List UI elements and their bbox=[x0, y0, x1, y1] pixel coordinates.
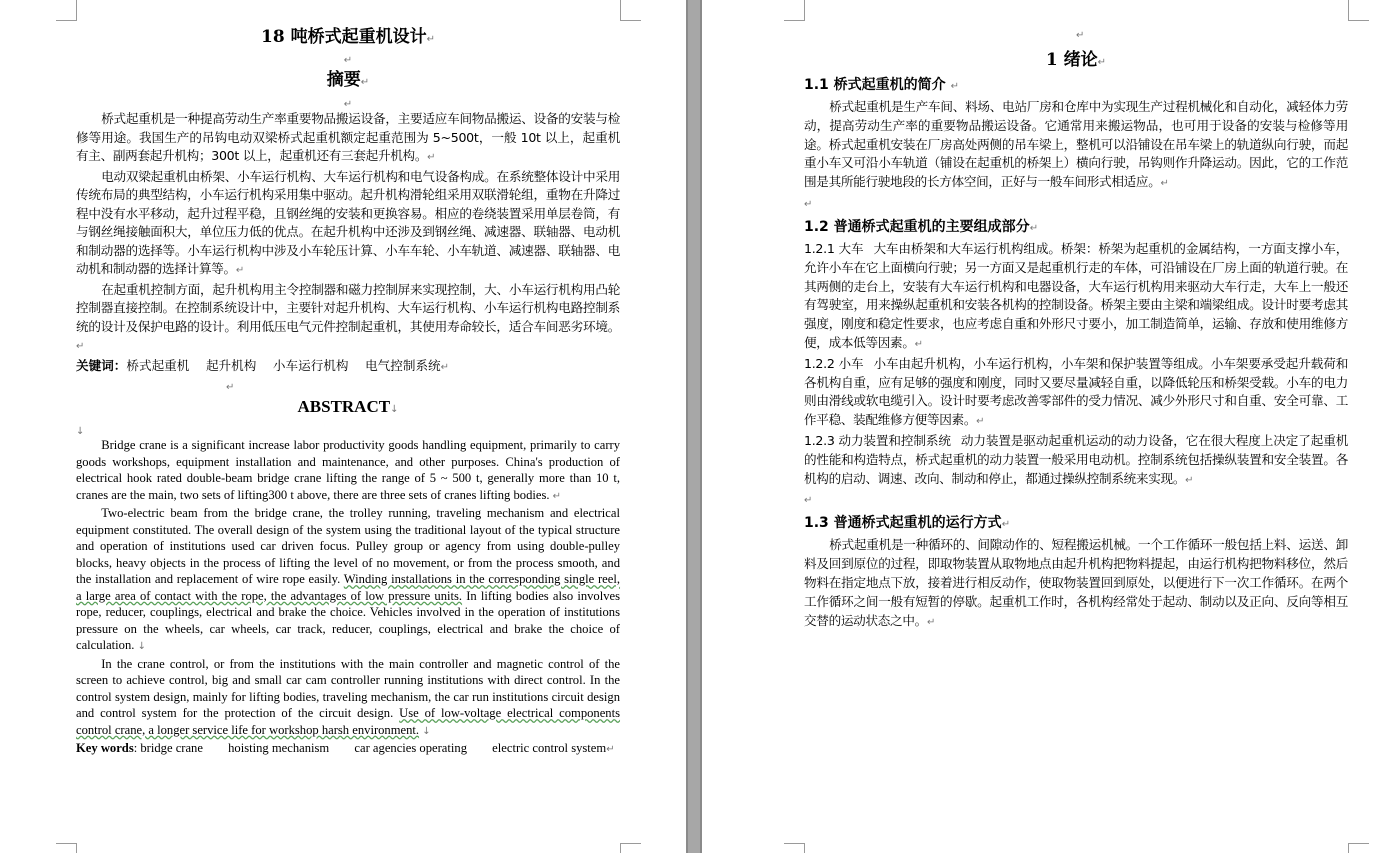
crop-mark-bottom-right bbox=[1348, 843, 1369, 853]
chapter-heading bbox=[804, 46, 1348, 74]
paragraph-text: 桥式起重机是一种循环的、间隙动作的、短程搬运机械。一个工作循环一般包括上料、运送、卸料及回到原位的过程，即取物装置从取物地点由起升机构把物料提起，由运行机构把物料移位，然后物料在指定地点下放，接着进行相反动作，使取物装置回到原处，以便进行下一次工作循环。在两个工作循环之间一般有短暂的停歇。起重机工作时，各机构经常处于起动、制动以及正向、反向等相互交替的运动状态之中。 bbox=[804, 537, 1348, 628]
paragraph-text: Bridge crane is a significant increase labor productivity goods handling equipment, primarily to carry goods workshops, equipment installation and maintenance, and other purposes. China's production of electrical hook rated double-beam bridge crane lifting the range of 5 ~ 500 t, generally more than 10 t, cranes are the main, two sets of lifting300 t above, there are three sets of cranes lifting bodies. bbox=[76, 438, 620, 502]
paragraph-mark: ↵ bbox=[976, 416, 985, 428]
paragraph-text: 桥式起重机是一种提高劳动生产率重要物品搬运设备，主要适应车间物品搬运、设备的安装与检修等用途。我国生产的吊钩电动双梁桥式起重机额定起重范围为 5~500t，一般 10t 以上，起重机有主、副两套起升机构；300t 以上，起重机还有三套起升机构。 bbox=[76, 111, 620, 163]
section-1-3-paragraph bbox=[804, 536, 1348, 632]
paragraph-mark: ↵ bbox=[606, 744, 615, 755]
paragraph-mark: ↵ bbox=[226, 382, 235, 393]
section-heading-1-2 bbox=[804, 216, 1348, 240]
left-page bbox=[0, 0, 686, 853]
paragraph-text: Two-electric beam from the bridge crane, the trolley running, traveling mechanism and electrical equipment constituted. The overall design of the system using the traditional layout of the typical structure and operation of institutions used car driven focus. Pulley group or agency from using double-pulley blocks, heavy objects in the process of lifting the level of no movement, or from the process smooth, and the installation and replacement of wire rope easily. bbox=[76, 506, 620, 586]
paragraph-mark: ↵ bbox=[1160, 178, 1169, 190]
abstract-en-paragraph-1 bbox=[76, 437, 620, 505]
paragraph-mark: ↵ bbox=[1097, 57, 1107, 68]
subsection-label: 1.2.3 动力装置和控制系统 bbox=[804, 432, 951, 448]
line-break-mark: ↓ bbox=[390, 404, 399, 415]
keywords-label: 关键词： bbox=[76, 357, 127, 373]
keywords-text: 桥式起重机 起升机构 小车运行机构 电气控制系统 bbox=[126, 357, 441, 373]
paragraph-mark: ↵ bbox=[1001, 519, 1011, 531]
crop-mark-top-right bbox=[1348, 0, 1369, 21]
blank-line bbox=[76, 377, 620, 393]
blank-line bbox=[804, 490, 1348, 510]
blank-line bbox=[804, 194, 1348, 214]
english-keywords-text: : bridge crane hoisting mechanism car agencies operating electric control system bbox=[133, 741, 607, 755]
paragraph-mark: ↵ bbox=[804, 198, 813, 210]
subsection-label: 1.2.2 小车 bbox=[804, 355, 864, 371]
section-heading-text: 1.1 桥式起重机的简介 bbox=[804, 77, 946, 93]
abstract-en-paragraph-3 bbox=[76, 656, 620, 741]
section-heading-text: 1.2 普通桥式起重机的主要组成部分 bbox=[804, 218, 1030, 235]
paragraph-mark: ↵ bbox=[426, 34, 435, 45]
paragraph-mark: ↵ bbox=[804, 495, 813, 507]
blank-line bbox=[76, 50, 620, 66]
crop-mark-top-left bbox=[784, 0, 805, 21]
abstract-heading-text: 摘要 bbox=[326, 70, 361, 90]
paragraph-text: In lifting bodies also involves rope, reducer, couplings, electrical and brake the choice. Vehicles involved in the operation of institutions pressure on the wheels, car wheels, car track, reducer, couplings, electrical and brake the choice of calculation. bbox=[76, 588, 620, 652]
paragraph-text: 大车由桥架和大车运行机构组成。桥架：桥架为起重机的金属结构，一方面支撑小车，允许小车在它上面横向行驶；另一方面又是起重机行走的车体，可沿铺设在厂房上面的轨道行驶。在其两侧的走台上，安装有大车运行机构和电器设备，大车运行机构用来驱动大车行走，大车上一般还有驾驶室，用来操纵起重机和安装各机构的控制设备。桥架主要由主梁和端梁组成。设计时要考虑其强度，刚度和稳定性要求，也应考虑自重和外形尺寸要小，加工制造简单，运输、存放和使用维修方便，成本低等因素。 bbox=[804, 240, 1348, 350]
right-page bbox=[702, 0, 1396, 853]
paragraph-mark: ↵ bbox=[1185, 474, 1194, 486]
paragraph-text: 动力装置是驱动起重机运动的动力设备，它在很大程度上决定了起重机的性能和构造特点，桥式起重机的动力装置一般采用电动机。控制系统包括操纵装置和安全装置。各机构的启动、调速、改向、制动和停止，都通过操纵控制系统来实现。 bbox=[804, 432, 1348, 486]
document-title bbox=[76, 24, 620, 50]
keywords-line bbox=[76, 357, 620, 378]
line-break-mark: ↓ bbox=[137, 641, 146, 652]
subsection-1-2-3 bbox=[804, 432, 1348, 490]
subsection-1-2-2 bbox=[804, 355, 1348, 432]
paragraph-text: 小车由起升机构，小车运行机构，小车架和保护装置等组成。小车架要承受起升载荷和各机构自重，应有足够的强度和刚度，同时又要尽量减轻自重，以降低轮压和桥架受载。小车的电力则由滑线或软电缆引入。设计时要考虑改善零部件的受力情况、减少外形尺寸和自重、安全可靠、工作平稳、装配维修方便等因素。 bbox=[804, 355, 1348, 428]
section-heading-1-3 bbox=[804, 512, 1348, 536]
paragraph-text: 电动双梁起重机由桥架、小车运行机构、大车运行机构和电气设备构成。在系统整体设计中采用传统布局的典型结构，小车运行机构采用集中驱动。起升机构滑轮组采用双联滑轮组，重物在升降过程中没有水平移动，起升过程平稳，且钢丝绳的安装和更换容易。相应的卷绕装置采用单层卷筒，有与钢丝绳接触面积大，单位压力低的优点。在起升机构中还涉及到钢丝绳、减速器、联轴器、电动机和制动器的选择等。小车运行机构中涉及小车轮压计算、小车车轮、小车轨道、减速器、联轴器、电动机和制动器的选择计算等。 bbox=[76, 168, 620, 276]
left-page-content[interactable] bbox=[76, 24, 620, 759]
paragraph-mark: ↵ bbox=[440, 361, 450, 373]
abstract-cn-paragraph-3 bbox=[76, 281, 620, 357]
section-heading-text: 1.3 普通桥式起重机的运行方式 bbox=[804, 515, 1002, 532]
paragraph-text: 在起重机控制方面，起升机构用主令控制器和磁力控制屏来实现控制，大、小车运行机构用凸轮控制器直接控制。在控制系统设计中，主要针对起升机构、大车运行机构、小车运行机构电路控制系统的设计及保护电路的设计。利用低压电气元件控制起重机，其使用寿命较长，适合车间恶劣环境。 bbox=[76, 281, 620, 334]
page-gutter bbox=[686, 0, 702, 853]
crop-mark-bottom-right bbox=[620, 843, 641, 853]
paragraph-mark: ↵ bbox=[427, 152, 436, 163]
crop-mark-bottom-left bbox=[784, 843, 805, 853]
gutter-edge-left bbox=[686, 0, 688, 853]
section-1-1-paragraph bbox=[804, 98, 1348, 194]
crop-mark-bottom-left bbox=[56, 843, 77, 853]
paragraph-mark: ↵ bbox=[914, 338, 923, 350]
blank-line bbox=[76, 421, 620, 437]
paragraph-mark: ↵ bbox=[926, 616, 936, 628]
line-break-mark: ↓ bbox=[76, 426, 85, 437]
paragraph-text: 桥式起重机是生产车间、料场、电站厂房和仓库中为实现生产过程机械化和自动化，减轻体力劳动，提高劳动生产率的重要物品搬运设备。它通常用来搬运物品，也可用于设备的安装与检修等用途。桥式起重机安装在厂房高处两侧的吊车梁上，整机可以沿铺设在吊车梁上的轨道纵向行驶，而起重小车又可沿小车轨道（铺设在起重机的桥架上）横向行驶，吊钩则作升降运动。因此，它的工作范围是其所能行驶地段的长方体空间，正好与一般车间形式相适应。 bbox=[804, 99, 1348, 190]
blank-line bbox=[76, 94, 620, 110]
chapter-heading-text: 1 绪论 bbox=[1045, 50, 1098, 70]
paragraph-mark: ↵ bbox=[235, 265, 244, 276]
abstract-cn-paragraph-2 bbox=[76, 168, 620, 281]
paragraph-mark: ↵ bbox=[950, 81, 959, 92]
abstract-cn-paragraph-1 bbox=[76, 110, 620, 168]
paragraph-text: In the crane control, or from the institutions with the main controller and magnetic control of the screen to achieve control, big and small car cam controller running institutions with direct control. In the control system design, mainly for lifting bodies, traveling mechanism, the car run institutions circuit design and control system for the protection of the circuit design. bbox=[76, 656, 620, 720]
abstract-heading bbox=[76, 66, 620, 94]
right-page-content[interactable] bbox=[804, 46, 1348, 632]
paragraph-mark: ↵ bbox=[360, 77, 370, 88]
english-abstract-heading-text: ABSTRACT bbox=[297, 397, 391, 416]
paragraph-mark: ↵ bbox=[343, 99, 353, 110]
subsection-1-2-1 bbox=[804, 240, 1348, 355]
paragraph-mark: ↵ bbox=[1029, 222, 1039, 234]
grammar-flagged-text[interactable]: Use of low-voltage electrical components control crane, a longer service life for workshop harsh environment. bbox=[76, 706, 621, 737]
crop-mark-top-right bbox=[620, 0, 641, 21]
grammar-flagged-text[interactable]: Winding installations in the corresponding single reel, a large area of contact with the rope, the advantages of low pressure units. bbox=[76, 572, 621, 603]
paragraph-mark: ↵ bbox=[1076, 30, 1085, 41]
abstract-en-paragraph-2 bbox=[76, 505, 620, 656]
english-keywords-label: Key words bbox=[76, 741, 134, 755]
subsection-label: 1.2.1 大车 bbox=[804, 240, 864, 256]
crop-mark-top-left bbox=[56, 0, 77, 21]
paragraph-mark: ↵ bbox=[343, 55, 353, 66]
english-abstract-heading bbox=[76, 393, 620, 421]
paragraph-mark: ↵ bbox=[552, 490, 562, 502]
paragraph-mark: ↵ bbox=[76, 341, 85, 352]
section-heading-1-1 bbox=[804, 74, 1348, 98]
english-keywords-line bbox=[76, 740, 620, 759]
document-title-text: 18 吨桥式起重机设计 bbox=[261, 27, 427, 47]
line-break-mark: ↓ bbox=[422, 725, 431, 737]
